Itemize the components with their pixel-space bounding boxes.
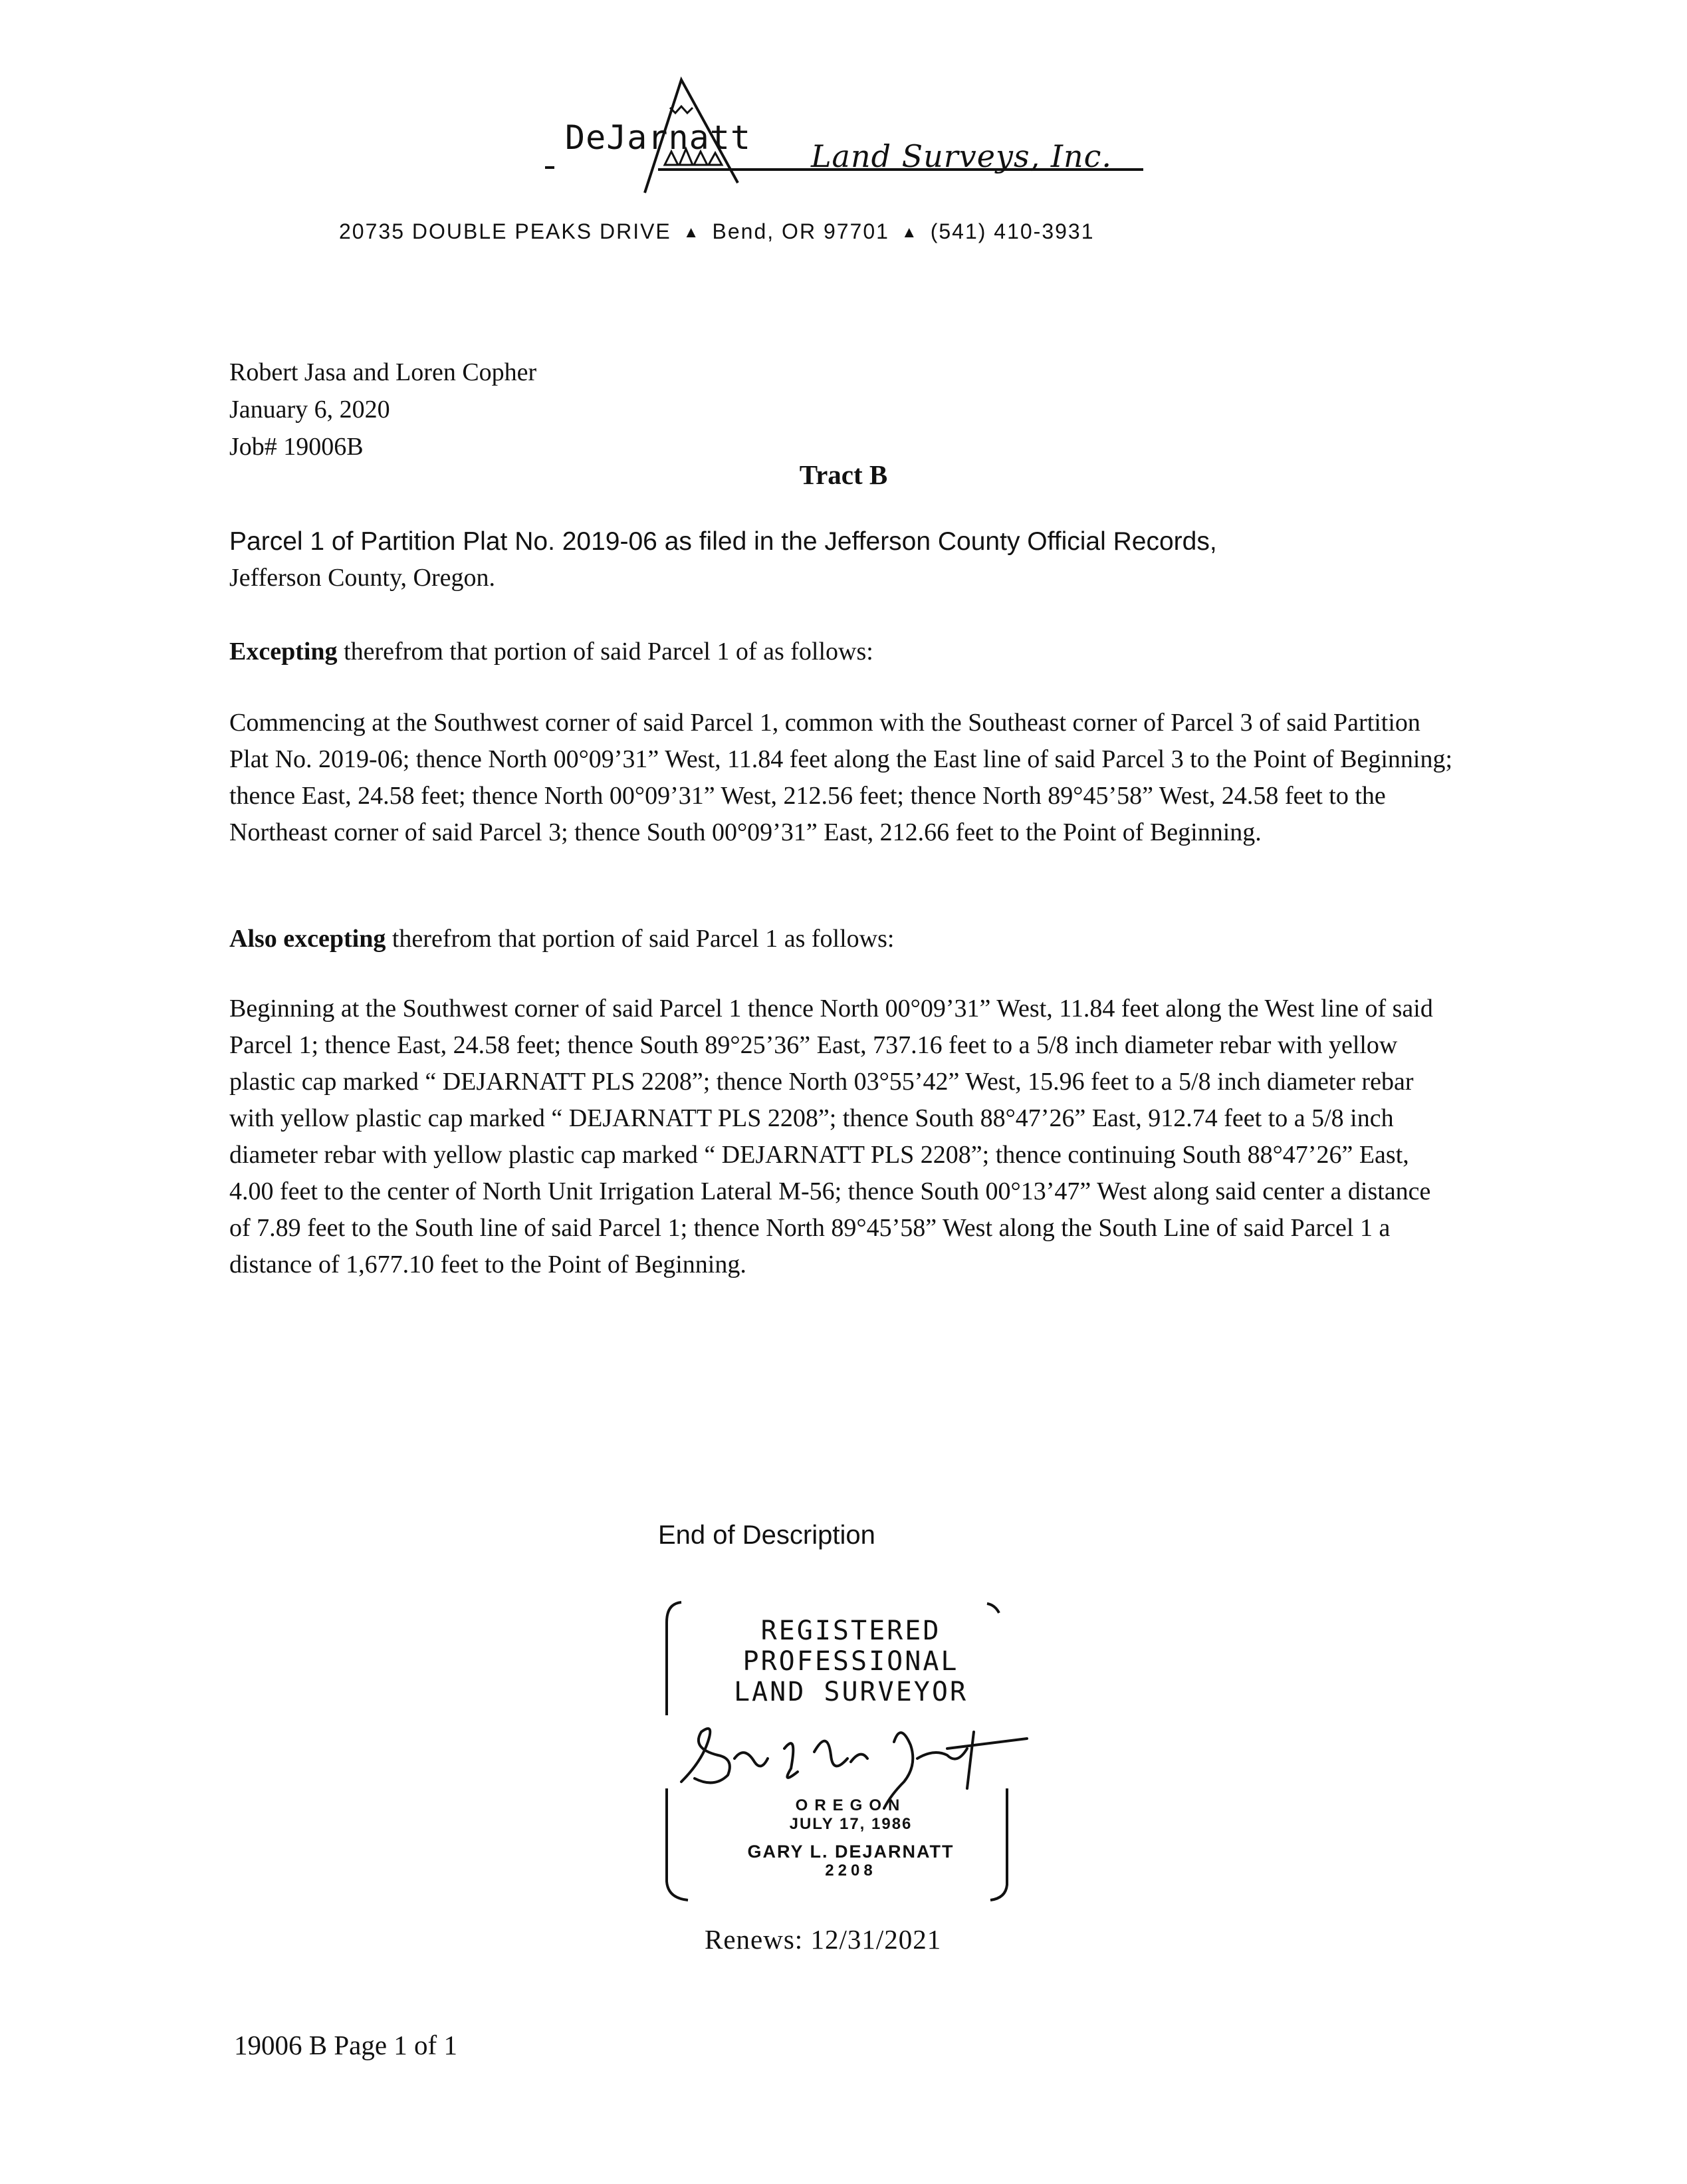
- letterhead-address: [339, 219, 1095, 244]
- address-city: Bend, OR 97701: [712, 219, 889, 243]
- title-text: Tract B: [799, 459, 888, 490]
- stamp-line-registered: REGISTERED: [760, 1616, 941, 1646]
- stamp-surveyor-name: GARY L. DEJARNATT: [747, 1842, 955, 1862]
- stamp-date: JULY 17, 1986: [789, 1815, 913, 1833]
- parcel-description-line-1: Parcel 1 of Partition Plat No. 2019-06 as filed in the Jefferson County Official Records,: [229, 527, 1217, 556]
- stamp-line-professional: PROFESSIONAL: [742, 1646, 959, 1677]
- parcel-description: [229, 523, 1456, 596]
- exception-1-heading: [229, 634, 1456, 670]
- renewal-date: Renews: 12/31/2021: [705, 1924, 942, 1955]
- exception-1-text: therefrom that portion of said Parcel 1 of as follows:: [337, 638, 873, 666]
- exception-2-text: therefrom that portion of said Parcel 1 as follows:: [386, 925, 895, 953]
- address-street: 20735 DOUBLE PEAKS DRIVE: [339, 219, 671, 243]
- exception-1-bold: Excepting: [229, 638, 338, 666]
- surveyor-stamp: [655, 1589, 1047, 1935]
- letterhead-logo: [545, 66, 1196, 199]
- recipient-block: [229, 354, 536, 465]
- exception-2-heading: [229, 921, 1456, 957]
- document-title: [0, 459, 1687, 491]
- recipient-names: Robert Jasa and Loren Copher: [229, 358, 537, 386]
- page-footer: 19006 B Page 1 of 1: [234, 2030, 457, 2060]
- stamp-line-land-surveyor: LAND SURVEYOR: [733, 1677, 968, 1707]
- triangle-separator-icon: ▲: [683, 223, 701, 241]
- company-script-name: Land Surveys, Inc.: [811, 138, 1113, 174]
- end-of-description: End of Description: [658, 1520, 875, 1550]
- company-name: DeJarnatt: [565, 118, 751, 157]
- exception-2-bold: Also excepting: [229, 925, 386, 953]
- address-phone: (541) 410-3931: [930, 219, 1095, 243]
- exception-2-description: Beginning at the Southwest corner of said Parcel 1 thence North 00°09’31” West, 11.84 feet along the West line of said Parcel 1; thence East, 24.58 feet; thence South 89°25’36” East, 737.16 feet to a 5/8 inch diameter rebar with yellow plastic cap marked “ DEJARNATT PLS 2208”; thence North 03°55’42” West, 15.96 feet to a 5/8 inch diameter rebar with yellow plastic cap marked “ DEJARNATT PLS 2208”; thence South 88°47’26” East, 912.74 feet to a 5/8 inch diameter rebar with yellow plastic cap marked “ DEJARNATT PLS 2208”; thence continuing South 88°47’26” East, 4.00 feet to the center of North Unit Irrigation Lateral M-56; thence South 00°13’47” West along said center a distance of 7.89 feet to the South line of said Parcel 1; thence North 89°45’58” West along the South Line of said Parcel 1 a distance of 1,677.10 feet to the Point of Beginning.: [229, 995, 1433, 1278]
- document-date: January 6, 2020: [229, 396, 390, 424]
- triangle-separator-icon: ▲: [901, 223, 919, 241]
- stamp-license-number: 2208: [825, 1862, 877, 1880]
- job-number: Job# 19006B: [229, 433, 364, 461]
- stamp-state: OREGON: [795, 1796, 907, 1814]
- parcel-description-line-2: Jefferson County, Oregon.: [229, 564, 495, 592]
- exception-1-description: Commencing at the Southwest corner of said Parcel 1, common with the Southeast corner of Parcel 3 of said Partition Plat No. 2019-06; thence North 00°09’31” West, 11.84 feet along the East line of said Parcel 3 to the Point of Beginning; thence East, 24.58 feet; thence North 00°09’31” West, 212.56 feet; thence North 89°45’58” West, 24.58 feet to the Northeast corner of said Parcel 3; thence South 00°09’31” East, 212.66 feet to the Point of Beginning.: [229, 709, 1453, 846]
